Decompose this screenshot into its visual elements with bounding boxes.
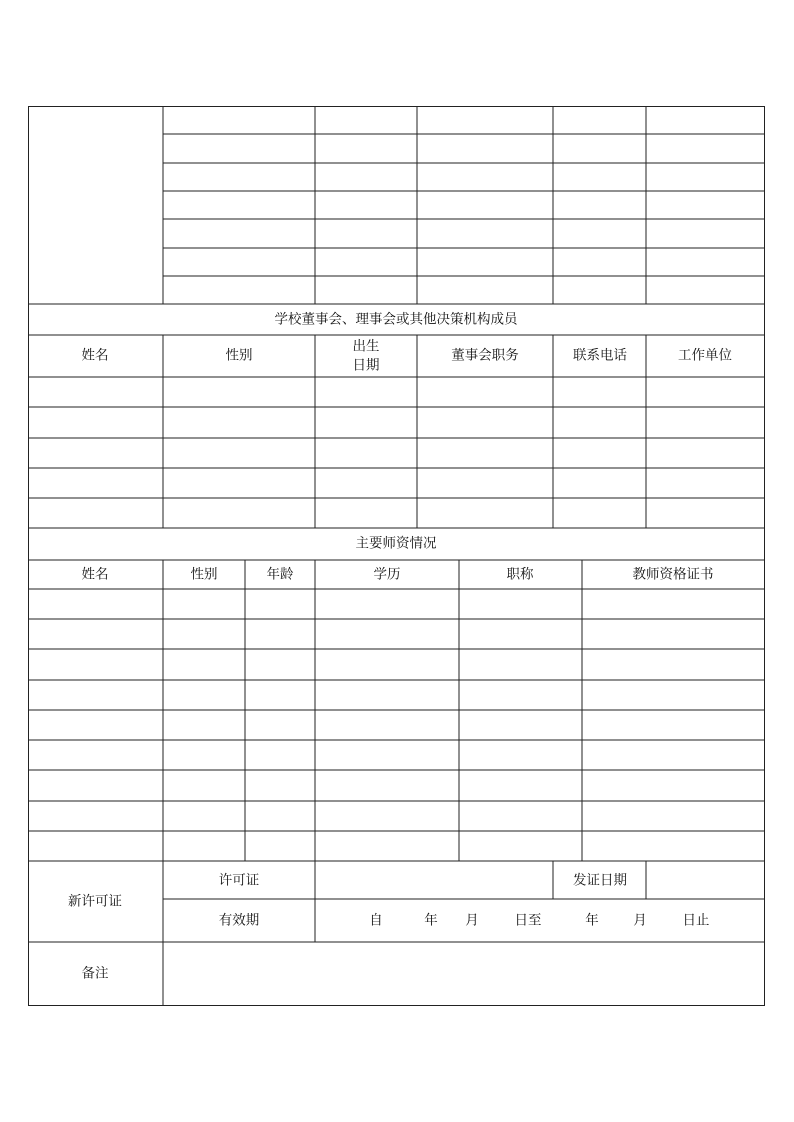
- teacher-header-age: 年龄: [266, 566, 294, 583]
- validity-from-year: 年: [424, 912, 438, 929]
- board-header-employer: 工作单位: [678, 347, 732, 364]
- validity-from-month: 月: [465, 912, 479, 929]
- remarks-label: 备注: [81, 965, 109, 982]
- board-section-title: 学校董事会、理事会或其他决策机构成员: [274, 311, 518, 328]
- teacher-section-title: 主要师资情况: [355, 535, 437, 552]
- application-form-table: [28, 106, 765, 1006]
- validity-label: 有效期: [218, 912, 260, 929]
- license-label: 许可证: [218, 872, 260, 889]
- teacher-header-education: 学历: [373, 566, 401, 583]
- board-header-phone: 联系电话: [573, 347, 627, 364]
- board-header-gender: 性别: [225, 347, 253, 364]
- board-header-birth-line2: 日期: [352, 357, 380, 374]
- board-header-birth-line1: 出生: [352, 338, 380, 355]
- board-header-name: 姓名: [81, 347, 109, 364]
- new-license-label: 新许可证: [68, 893, 122, 910]
- validity-from-day-to: 日至: [514, 912, 542, 929]
- table-grid-lines: [28, 106, 765, 1006]
- teacher-header-name: 姓名: [81, 566, 109, 583]
- issue-date-label: 发证日期: [573, 872, 627, 889]
- teacher-header-certificate: 教师资格证书: [632, 566, 714, 583]
- teacher-header-title: 职称: [506, 566, 534, 583]
- validity-to-day-end: 日止: [682, 912, 710, 929]
- validity-to-month: 月: [633, 912, 647, 929]
- validity-from: 自: [369, 912, 383, 929]
- teacher-header-gender: 性别: [190, 566, 218, 583]
- validity-to-year: 年: [585, 912, 599, 929]
- board-header-position: 董事会职务: [451, 347, 519, 364]
